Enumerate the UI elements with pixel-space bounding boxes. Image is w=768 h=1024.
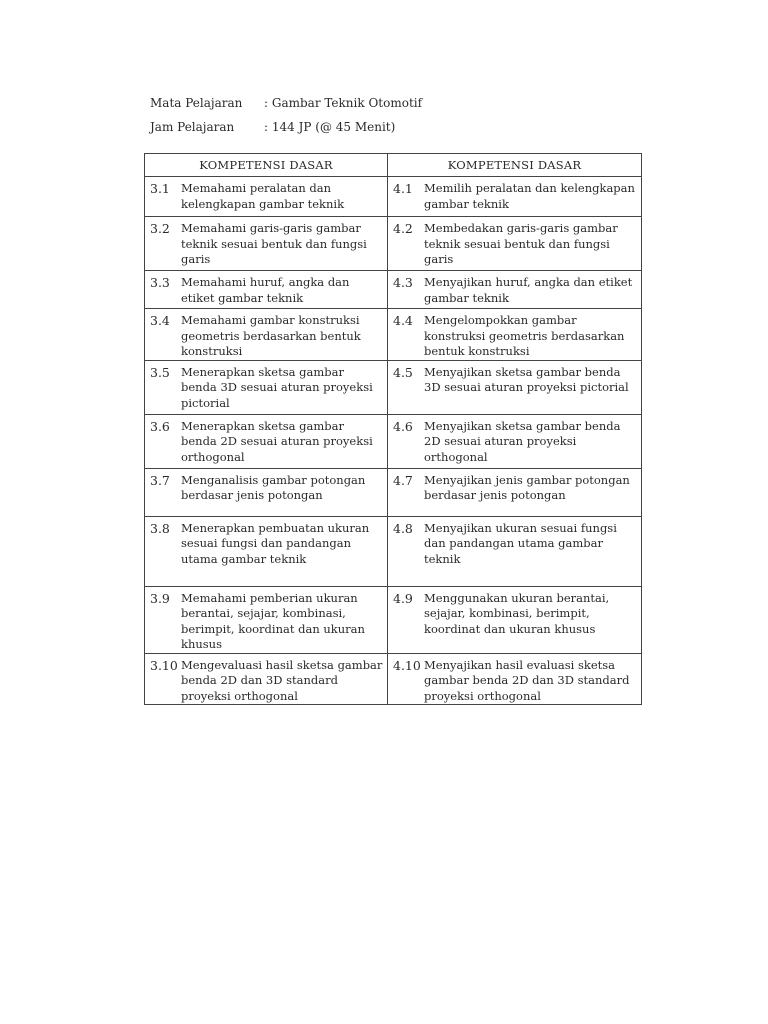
competency-cell-left xyxy=(145,414,388,468)
competency-item xyxy=(145,361,387,412)
table-row xyxy=(145,309,642,361)
course-meta xyxy=(150,91,422,139)
hours-label: Jam Pelajaran xyxy=(150,120,235,134)
table-row xyxy=(145,360,642,414)
competency-number: 4.8 xyxy=(393,520,413,536)
competency-text: Menerapkan pembuatan ukuran sesuai fungsi dan pandangan utama gambar teknik xyxy=(181,520,370,566)
table-row xyxy=(145,271,642,309)
table-row xyxy=(145,217,642,271)
competency-cell-right xyxy=(388,360,642,414)
competency-item xyxy=(388,217,641,268)
competency-cell-right xyxy=(388,516,642,586)
table-header-row xyxy=(145,154,642,177)
competency-item xyxy=(145,469,387,504)
competency-item xyxy=(388,587,641,638)
competency-number: 3.9 xyxy=(150,590,170,606)
competency-cell-left xyxy=(145,468,388,516)
competency-item xyxy=(388,309,641,360)
competency-cell-left xyxy=(145,217,388,271)
competency-cell-left xyxy=(145,516,388,586)
competency-text: Memahami huruf, angka dan etiket gambar teknik xyxy=(181,275,350,305)
competency-item xyxy=(388,654,641,705)
competency-cell-left xyxy=(145,360,388,414)
competency-number: 4.1 xyxy=(393,181,413,196)
competency-text: Menyajikan ukuran sesuai fungsi dan pandangan utama gambar teknik xyxy=(424,520,617,566)
header-left: KOMPETENSI DASAR xyxy=(145,154,388,177)
competency-number: 3.1 xyxy=(150,181,170,196)
competency-number: 3.2 xyxy=(150,221,170,236)
competency-number: 4.6 xyxy=(393,418,413,434)
competency-text: Menyajikan sketsa gambar benda 3D sesuai aturan proyeksi pictorial xyxy=(424,364,629,394)
competency-item xyxy=(145,415,387,466)
competency-text: Menyajikan huruf, angka dan etiket gambar teknik xyxy=(424,275,633,305)
competency-number: 3.5 xyxy=(150,364,170,380)
header-right: KOMPETENSI DASAR xyxy=(388,154,642,177)
competency-cell-right xyxy=(388,653,642,705)
competency-item xyxy=(145,587,387,653)
competency-number: 4.2 xyxy=(393,221,413,236)
competency-cell-right xyxy=(388,414,642,468)
competency-item xyxy=(388,271,641,306)
competency-cell-left xyxy=(145,271,388,309)
competency-text: Menganalisis gambar potongan berdasar jenis potongan xyxy=(181,472,366,502)
competency-cell-right xyxy=(388,177,642,217)
competency-text: Menerapkan sketsa gambar benda 3D sesuai aturan proyeksi pictorial xyxy=(181,364,373,410)
competency-number: 3.4 xyxy=(150,313,170,328)
competency-item xyxy=(388,517,641,568)
hours-value: : 144 JP (@ 45 Menit) xyxy=(264,120,396,134)
subject-row xyxy=(150,91,422,115)
competency-number: 4.7 xyxy=(393,472,413,488)
competency-text: Memahami peralatan dan kelengkapan gambar teknik xyxy=(181,181,345,211)
competency-cell-right xyxy=(388,217,642,271)
competency-item xyxy=(145,309,387,360)
table-row xyxy=(145,586,642,653)
competency-text: Menggunakan ukuran berantai, sejajar, kombinasi, berimpit, koordinat dan ukuran khusus xyxy=(424,590,610,636)
competency-text: Menyajikan sketsa gambar benda 2D sesuai aturan proyeksi orthogonal xyxy=(424,418,621,464)
competency-number: 3.7 xyxy=(150,472,170,488)
competency-cell-left xyxy=(145,653,388,705)
competency-item xyxy=(388,469,641,504)
subject-label: Mata Pelajaran xyxy=(150,96,243,110)
competency-item xyxy=(145,177,387,212)
competency-text: Membedakan garis-garis gambar teknik sesuai bentuk dan fungsi garis xyxy=(424,221,618,266)
competency-cell-left xyxy=(145,586,388,653)
competency-number: 4.9 xyxy=(393,590,413,606)
competency-cell-right xyxy=(388,271,642,309)
hours-row xyxy=(150,115,422,139)
competency-text: Memahami garis-garis gambar teknik sesuai bentuk dan fungsi garis xyxy=(181,221,367,266)
competency-number: 3.3 xyxy=(150,275,170,290)
competency-item xyxy=(388,361,641,396)
competency-item xyxy=(388,415,641,466)
competency-text: Menerapkan sketsa gambar benda 2D sesuai aturan proyeksi orthogonal xyxy=(181,418,373,464)
table-row xyxy=(145,177,642,217)
table-row xyxy=(145,516,642,586)
competency-text: Menyajikan hasil evaluasi sketsa gambar benda 2D dan 3D standard proyeksi orthogonal xyxy=(424,657,630,703)
table-row xyxy=(145,468,642,516)
competency-item xyxy=(145,654,387,705)
competency-number: 3.8 xyxy=(150,520,170,536)
competency-cell-right xyxy=(388,586,642,653)
competency-item xyxy=(145,517,387,568)
competency-cell-left xyxy=(145,177,388,217)
competency-table xyxy=(144,153,642,705)
subject-value: : Gambar Teknik Otomotif xyxy=(264,96,423,110)
competency-text: Mengelompokkan gambar konstruksi geometris berdasarkan bentuk konstruksi xyxy=(424,313,625,358)
competency-number: 4.5 xyxy=(393,364,413,380)
competency-cell-left xyxy=(145,309,388,361)
competency-item xyxy=(145,217,387,268)
competency-number: 4.4 xyxy=(393,313,413,328)
competency-number: 3.6 xyxy=(150,418,170,434)
table-row xyxy=(145,653,642,705)
competency-number: 4.3 xyxy=(393,275,413,290)
competency-text: Memilih peralatan dan kelengkapan gambar teknik xyxy=(424,181,635,211)
table-body xyxy=(145,177,642,705)
table-row xyxy=(145,414,642,468)
competency-text: Menyajikan jenis gambar potongan berdasar jenis potongan xyxy=(424,472,630,502)
competency-item xyxy=(388,177,641,212)
competency-text: Mengevaluasi hasil sketsa gambar benda 2D dan 3D standard proyeksi orthogonal xyxy=(181,657,383,703)
competency-cell-right xyxy=(388,468,642,516)
competency-item xyxy=(145,271,387,306)
competency-number: 3.10 xyxy=(150,657,178,673)
competency-cell-right xyxy=(388,309,642,361)
competency-text: Memahami pemberian ukuran berantai, sejajar, kombinasi, berimpit, koordinat dan ukuran khusus xyxy=(181,590,365,651)
competency-number: 4.10 xyxy=(393,657,421,673)
competency-text: Memahami gambar konstruksi geometris berdasarkan bentuk konstruksi xyxy=(181,313,361,358)
